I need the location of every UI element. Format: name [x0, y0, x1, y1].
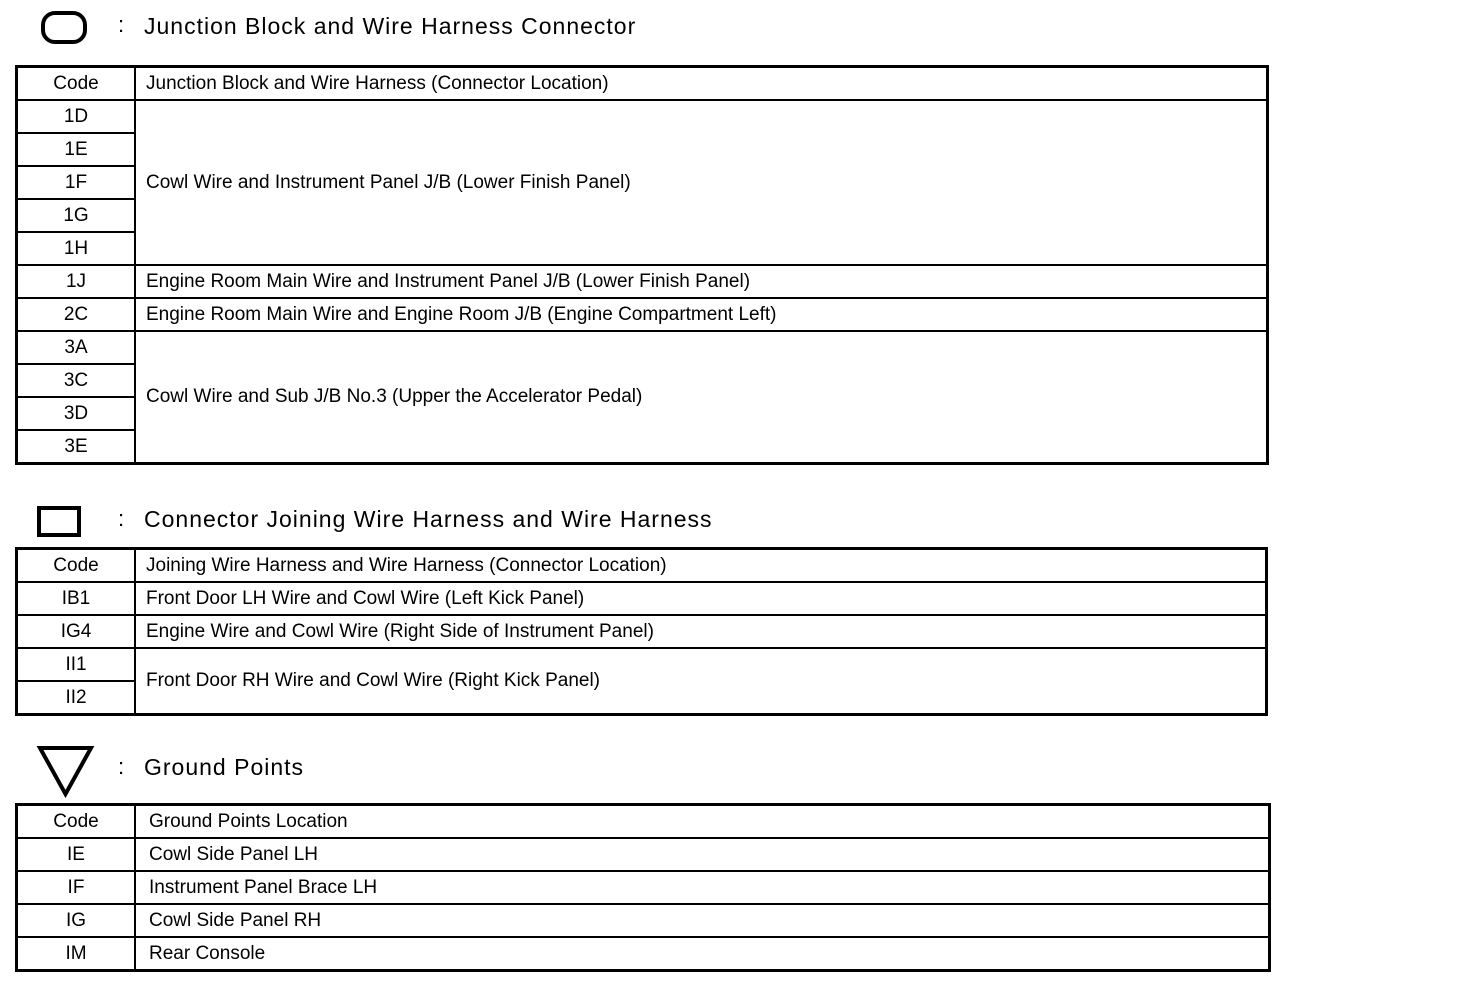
location-cell: Engine Room Main Wire and Instrument Panel J/B (Lower Finish Panel): [135, 265, 1268, 298]
table-row: [17, 100, 1268, 133]
table-row: [17, 838, 1270, 871]
section-title: Ground Points: [144, 754, 305, 780]
connector-table: [15, 547, 1268, 716]
code-cell: 1E: [17, 133, 136, 166]
table-row: [17, 265, 1268, 298]
junction-block-table: [15, 65, 1269, 465]
code-cell: 1F: [17, 166, 136, 199]
code-header: Code: [17, 549, 136, 583]
table-row: [17, 904, 1270, 937]
location-cell: Rear Console: [135, 937, 1270, 971]
table-header-row: [17, 805, 1270, 839]
location-cell: Cowl Side Panel RH: [135, 904, 1270, 937]
code-cell: II2: [17, 681, 136, 715]
section-title: Junction Block and Wire Harness Connector: [144, 13, 637, 39]
code-cell: IG: [17, 904, 136, 937]
table-row: [17, 331, 1268, 364]
location-cell: Engine Wire and Cowl Wire (Right Side of Instrument Panel): [135, 615, 1267, 648]
code-cell: 1G: [17, 199, 136, 232]
code-cell: 3D: [17, 397, 136, 430]
table-row: [17, 937, 1270, 971]
location-cell: Front Door LH Wire and Cowl Wire (Left Kick Panel): [135, 582, 1267, 615]
location-cell: Instrument Panel Brace LH: [135, 871, 1270, 904]
code-cell: 1H: [17, 232, 136, 265]
location-header: Junction Block and Wire Harness (Connector Location): [135, 67, 1268, 101]
code-cell: IG4: [17, 615, 136, 648]
code-cell: 3E: [17, 430, 136, 464]
code-header: Code: [17, 805, 136, 839]
location-cell: Engine Room Main Wire and Engine Room J/B (Engine Compartment Left): [135, 298, 1268, 331]
table-row: [17, 298, 1268, 331]
code-cell: 2C: [17, 298, 136, 331]
code-header: Code: [17, 67, 136, 101]
table-row: [17, 871, 1270, 904]
rectangle-icon: [36, 505, 84, 539]
code-cell: II1: [17, 648, 136, 681]
table-header-row: [17, 67, 1268, 101]
location-header: Ground Points Location: [135, 805, 1270, 839]
table-row: [17, 582, 1267, 615]
section-colon: :: [118, 754, 125, 779]
section-title: Connector Joining Wire Harness and Wire Harness: [144, 506, 713, 532]
section-colon: :: [118, 12, 125, 37]
section-colon: :: [118, 506, 125, 531]
code-cell: 1D: [17, 100, 136, 133]
code-cell: IM: [17, 937, 136, 971]
code-cell: IF: [17, 871, 136, 904]
table-row: [17, 648, 1267, 681]
location-cell: Cowl Side Panel LH: [135, 838, 1270, 871]
location-cell: Cowl Wire and Instrument Panel J/B (Lower Finish Panel): [135, 100, 1268, 265]
location-cell: Front Door RH Wire and Cowl Wire (Right Kick Panel): [135, 648, 1267, 715]
table-header-row: [17, 549, 1267, 583]
code-cell: IB1: [17, 582, 136, 615]
location-cell: Cowl Wire and Sub J/B No.3 (Upper the Accelerator Pedal): [135, 331, 1268, 464]
table-row: [17, 615, 1267, 648]
code-cell: 1J: [17, 265, 136, 298]
code-cell: 3C: [17, 364, 136, 397]
triangle-down-icon: [36, 744, 96, 798]
ground-points-table: [15, 803, 1271, 972]
rounded-rectangle-icon: [40, 10, 90, 46]
code-cell: IE: [17, 838, 136, 871]
code-cell: 3A: [17, 331, 136, 364]
location-header: Joining Wire Harness and Wire Harness (Connector Location): [135, 549, 1267, 583]
